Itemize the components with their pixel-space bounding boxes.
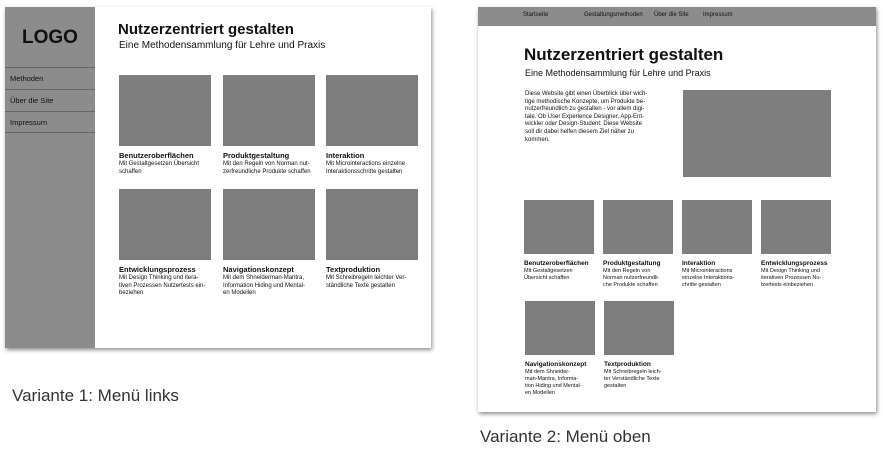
card-image-placeholder [326,189,418,260]
method-card[interactable] [524,200,599,282]
sidebar-nav [5,67,95,133]
page-title: Nutzerzentriert gestalten [524,45,724,64]
caption-variant2: Variante 2: Menü oben [480,427,651,446]
intro-text: Diese Website gibt einen Überblick über wich- tige methodische Konzepte, um Produkte be- nutzerfreundlich zu gestalten - vor allem digi- tale. Ob User Experience Designer, App-Ent- wickler oder Design-Student: Diese Website soll dir dabei helfen diesem Ziel näher zu kommen. [525,91,648,143]
card-image-placeholder [119,75,211,146]
method-card[interactable] [119,75,213,176]
caption-variant1: Variante 1: Menü links [12,386,179,405]
card-title: Benutzeroberflächen [119,151,194,160]
card-description: Mit dem Shneider- man-Mantra, Informa- tion Hiding und Mental- en Modellen [525,369,582,396]
page-title: Nutzerzentriert gestalten [118,21,294,38]
method-card[interactable] [682,200,757,289]
card-description: Mit Design Thinking und itera- tiven Prozessen Nutzertests ein- beziehen [119,275,206,297]
card-image-placeholder [119,189,211,260]
card-image-placeholder [223,75,315,146]
card-image-placeholder [223,189,315,260]
method-card[interactable] [761,200,836,289]
method-card[interactable] [223,189,317,298]
card-title: Entwicklungsprozess [119,265,196,274]
card-title: Textproduktion [326,265,381,274]
hero-image-placeholder [683,90,831,177]
card-description: Mit den Regeln von Norman nut- zerfreundliche Produkte schaffen [223,161,311,175]
method-card[interactable] [326,75,420,176]
card-image-placeholder [682,200,752,254]
card-title: Interaktion [682,260,716,267]
card-description: Mit Microinteractions einzelne Interaktionsschritte gestalten [326,161,406,175]
nav-item-startseite[interactable]: Startseite [523,12,549,18]
card-image-placeholder [326,75,418,146]
method-card[interactable] [326,189,420,290]
method-card[interactable] [525,301,600,397]
card-description: Mit den Regeln von Norman nutzerfreundli- che Produkte schaffen [603,268,660,288]
top-nav-bar [478,7,876,26]
card-title: Interaktion [326,151,365,160]
card-title: Benutzeroberflächen [524,260,589,267]
card-image-placeholder [524,200,594,254]
card-image-placeholder [603,200,673,254]
card-title: Navigationskonzept [525,361,587,368]
card-image-placeholder [761,200,831,254]
card-title: Textproduktion [604,361,651,368]
variant2-mockup [478,7,876,412]
sidebar-item-impressum[interactable]: Impressum [5,111,95,133]
method-card[interactable] [119,189,213,298]
card-title: Produktgestaltung [603,260,661,267]
nav-item-ueber-die-site[interactable]: Über die Site [654,12,689,18]
card-image-placeholder [525,301,595,355]
nav-item-impressum[interactable]: Impressum [703,12,733,18]
card-description: Mit Design Thinking und iterativen Prozessen Nu- tzertests einbeziehen [761,268,822,288]
logo: LOGO [22,27,78,48]
variant1-mockup [5,7,431,348]
card-description: Mit dem Shneiderman-Mantra, Information Hiding und Mental- en Modellen [223,275,306,297]
card-description: Mit Gestaltgesetzen Übersicht schaffen [524,268,573,281]
card-title: Entwicklungsprozess [761,260,828,267]
page-subtitle: Eine Methodensammlung für Lehre und Praxis [119,40,326,51]
method-card[interactable] [223,75,317,176]
nav-item-gestaltungsmethoden[interactable]: Gestaltungsmethoden [584,12,643,18]
sidebar [5,7,95,348]
sidebar-item-methoden[interactable]: Methoden [5,67,95,89]
sidebar-item-ueber-die-site[interactable]: Über die Site [5,89,95,111]
card-title: Produktgestaltung [223,151,290,160]
card-description: Mit Schreibregeln leich- ter Verständliche Texte gestalten [604,369,662,389]
card-title: Navigationskonzept [223,265,294,274]
card-image-placeholder [604,301,674,355]
method-card[interactable] [604,301,679,390]
page-subtitle: Eine Methodensammlung für Lehre und Praxis [525,68,711,78]
card-description: Mit Microinteractions einzelne Interaktions- chritte gestalten [682,268,735,288]
card-description: Mit Gestaltgesetzen Übersicht schaffen [119,161,200,175]
card-description: Mit Schreibregeln leichter Ver- ständliche Texte gestalten [326,275,407,289]
method-card[interactable] [603,200,678,289]
